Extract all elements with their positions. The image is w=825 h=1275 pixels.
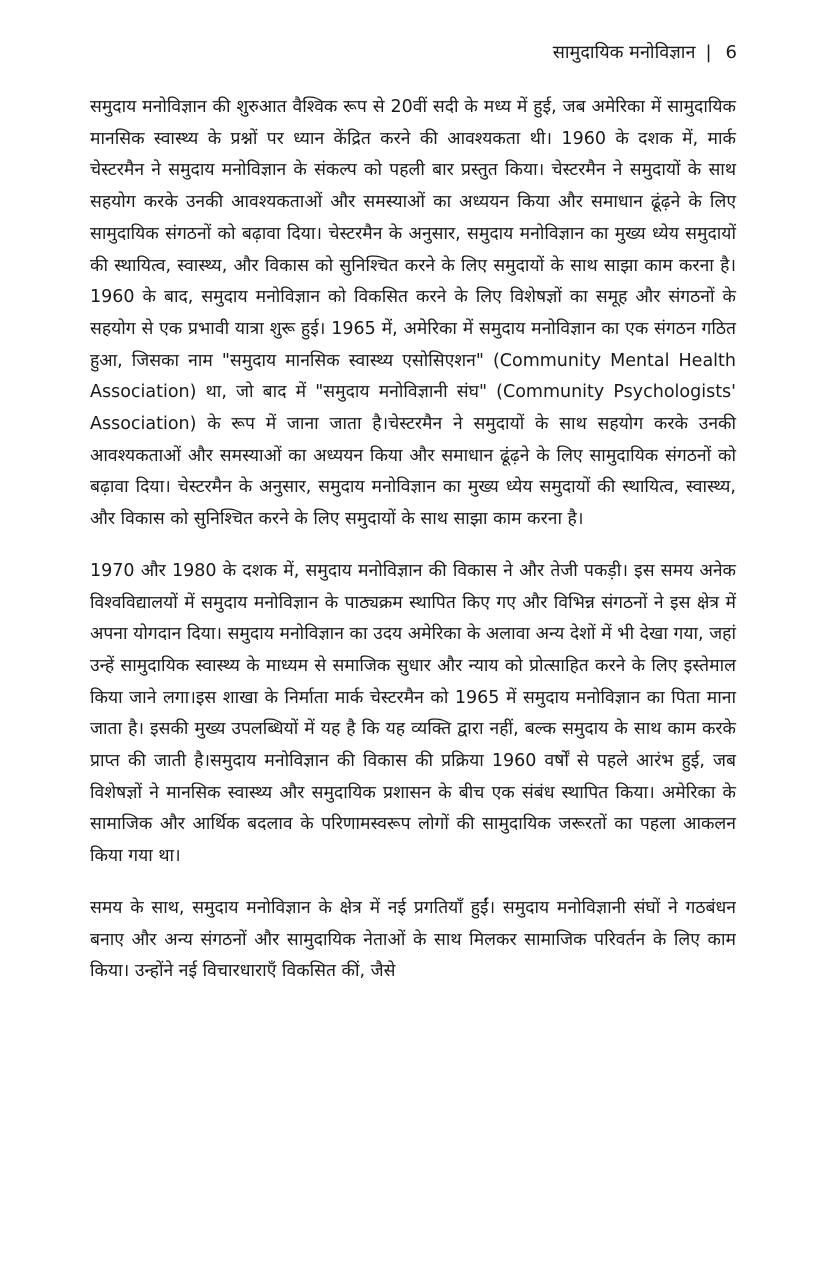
paragraph-1: समुदाय मनोविज्ञान की शुरुआत वैश्विक रूप से 20वीं सदी के मध्य में हुई, जब अमेरिका में सामुदायिक मानसिक स्वास्थ्य के प्रश्नों पर ध्यान केंद्रित करने की आवश्यकता थी। 1960 के दशक में, मार्क चेस्टरमैन ने समुदाय मनोविज्ञान के संकल्प को पहली बार प्रस्तुत किया। चेस्टरमैन ने समुदायों के साथ सहयोग करके उनकी आवश्यकताओं और समस्याओं का अध्ययन किया और समाधान ढूंढ़ने के लिए सामुदायिक संगठनों को बढ़ावा दिया। चेस्टरमैन के अनुसार, समुदाय मनोविज्ञान का मुख्य ध्येय समुदायों की स्थायित्व, स्वास्थ्य, और विकास को सुनिश्चित करने के लिए समुदायों के साथ साझा काम करना है। 1960 के बाद, समुदाय मनोविज्ञान को विकसित करने के लिए विशेषज्ञों का समूह और संगठनों के सहयोग से एक प्रभावी यात्रा शुरू हुई। 1965 में, अमेरिका में समुदाय मनोविज्ञान का एक संगठन गठित हुआ, जिसका नाम "समुदाय मानसिक स्वास्थ्य एसोसिएशन" (Community Mental Health Association) था, जो बाद में "समुदाय मनोविज्ञानी संघ" (Community Psychologists' Association) के रूप में जाना जाता है।चेस्टरमैन ने समुदायों के साथ सहयोग करके उनकी आवश्यकताओं और समस्याओं का अध्ययन किया और समाधान ढूंढ़ने के लिए सामुदायिक संगठनों को बढ़ावा दिया। चेस्टरमैन के अनुसार, समुदाय मनोविज्ञान का मुख्य ध्येय समुदायों की स्थायित्व, स्वास्थ्य, और विकास को सुनिश्चित करने के लिए समुदायों के साथ साझा काम करना है। [90,97,736,530]
body-text [90,92,736,988]
paragraph-2: 1970 और 1980 के दशक में, समुदाय मनोविज्ञान की विकास ने और तेजी पकड़ी। इस समय अनेक विश्वविद्यालयों में समुदाय मनोविज्ञान के पाठ्यक्रम स्थापित किए गए और विभिन्न संगठनों ने इस क्षेत्र में अपना योगदान दिया। समुदाय मनोविज्ञान का उदय अमेरिका के अलावा अन्य देशों में भी देखा गया, जहां उन्हें सामुदायिक स्वास्थ्य के माध्यम से समाजिक सुधार और न्याय को प्रोत्साहित करने के लिए इस्तेमाल किया जाने लगा।इस शाखा के निर्माता मार्क चेस्टरमैन को 1965 में समुदाय मनोविज्ञान का पिता माना जाता है। इसकी मुख्य उपलब्धियों में यह है कि यह व्यक्ति द्वारा नहीं, बल्क समुदाय के साथ काम करके प्राप्त की जाती है।समुदाय मनोविज्ञान की विकास की प्रक्रिया 1960 वर्षों से पहले आरंभ हुई, जब विशेषज्ञों ने मानसिक स्वास्थ्य और समुदायिक प्रशासन के बीच एक संबंध स्थापित किया। अमेरिका के सामाजिक और आर्थिक बदलाव के परिणामस्वरूप लोगों की सामुदायिक जरूरतों का पहला आकलन किया गया था। [90,560,736,867]
paragraph-3: समय के साथ, समुदाय मनोविज्ञान के क्षेत्र में नई प्रगतियाँ हुईं। समुदाय मनोविज्ञानी संघों ने गठबंधन बनाए और अन्य संगठनों और सामुदायिक नेताओं के साथ मिलकर सामाजिक परिवर्तन के लिए काम किया। उन्होंने नई विचारधाराएँ विकसित कीं, जैसे [90,897,736,982]
header-separator: | [705,42,712,63]
header-title: सामुदायिक मनोविज्ञान [552,42,696,63]
running-header [553,40,737,66]
page-number: 6 [725,42,737,63]
